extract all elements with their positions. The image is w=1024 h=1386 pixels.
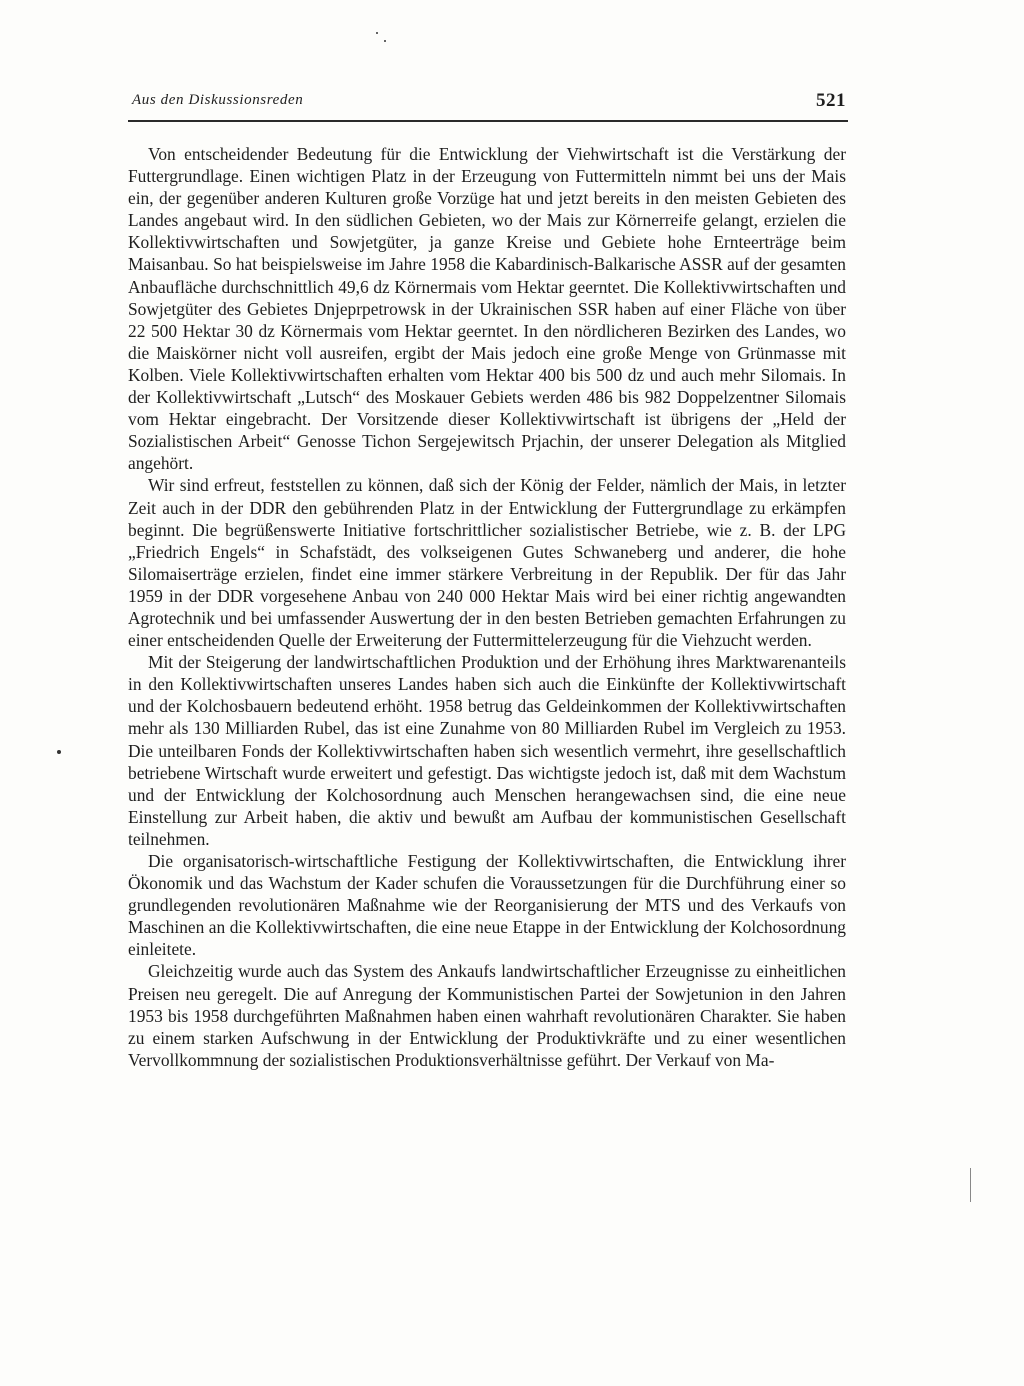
page-number: 521	[816, 90, 846, 111]
page-header	[128, 88, 848, 122]
scan-speck	[57, 750, 61, 754]
paragraph: Gleichzeitig wurde auch das System des Ankaufs landwirtschaftlicher Erzeugnisse zu einheitlichen Preisen neu geregelt. Die auf Anregung der Kommunistischen Partei der Sowjetunion in den Jahren 1953 bis 1958 durchgeführten Maßnahmen haben einen wahrhaft revolutionären Charakter. Sie haben zu einem starken Aufschwung in der Entwicklung der Produktivkräfte und zu einer wesentlichen Vervollkommnung der sozialistischen Produktionsverhältnisse geführt. Der Verkauf von Ma-	[128, 961, 846, 1070]
scan-speck	[384, 40, 386, 42]
scan-speck	[970, 1168, 971, 1202]
paragraph: Wir sind erfreut, feststellen zu können, daß sich der König der Felder, nämlich der Mais, in letzter Zeit auch in der DDR den gebührenden Platz in der Entwicklung der Futtergrundlage zu erkämpfen beginnt. Die begrüßenswerte Initiative fortschrittlicher sozialistischer Betriebe, wie z. B. der LPG „Friedrich Engels“ in Schafstädt, des volkseigenen Gutes Schwaneberg und anderer, die hohe Silomaiserträge erzielen, findet eine immer stärkere Verbreitung in der Republik. Der für das Jahr 1959 in der DDR vorgesehene Anbau von 240 000 Hektar Mais wird bei einer richtig angewandten Agrotechnik und bei umfassender Auswertung der in den besten Betrieben gemachten Erfahrungen zu einer entscheidenden Quelle der Erweiterung der Futtermittelerzeugung für die Viehzucht werden.	[128, 475, 846, 651]
body-text	[128, 143, 846, 1071]
paragraph: Mit der Steigerung der landwirtschaftlichen Produktion und der Erhöhung ihres Marktwarenanteils in den Kollektivwirtschaften unseres Landes haben sich auch die Einkünfte der Kollektivwirtschaft und der Kolchosbauern bedeutend erhöht. 1958 betrug das Geldeinkommen der Kollektivwirtschaften mehr als 130 Milliarden Rubel, das ist eine Zunahme von 80 Milliarden Rubel im Vergleich zu 1953. Die unteilbaren Fonds der Kollektivwirtschaften haben sich wesentlich vermehrt, ihre gesellschaftlich betriebene Wirtschaft wurde erweitert und gefestigt. Das wichtigste jedoch ist, daß mit dem Wachstum und der Entwicklung der Kolchosordnung auch Menschen herangewachsen sind, die eine neue Einstellung zur Arbeit haben, die aktiv und bewußt am Aufbau der kommunistischen Gesellschaft teilnehmen.	[128, 652, 846, 849]
running-title: Aus den Diskussionsreden	[132, 92, 304, 108]
paragraph: Die organisatorisch-wirtschaftliche Festigung der Kollektivwirtschaften, die Entwicklung ihrer Ökonomik und das Wachstum der Kader schufen die Voraussetzungen für die Durchführung einer so grundlegenden revolutionären Maßnahme wie der Reorganisierung der MTS und des Verkaufs von Maschinen an die Kollektivwirtschaften, die eine neue Etappe in der Entwicklung der Kolchosordnung einleitete.	[128, 851, 846, 960]
paragraph: Von entscheidender Bedeutung für die Entwicklung der Viehwirtschaft ist die Verstärkung der Futtergrundlage. Einen wichtigen Platz in der Erzeugung von Futtermitteln nimmt bei uns der Mais ein, der gegenüber anderen Kulturen große Vorzüge hat und jetzt bereits in den meisten Gebieten des Landes angebaut wird. In den südlichen Gebieten, wo der Mais zur Körnerreife gelangt, erzielen die Kollektivwirtschaften und Sowjetgüter, ja ganze Kreise und Gebiete hohe Ernteerträge beim Maisanbau. So hat beispielsweise im Jahre 1958 die Kabardinisch-Balkarische ASSR auf der gesamten Anbaufläche durchschnittlich 49,6 dz Körnermais vom Hektar geerntet. Die Kollektivwirtschaften und Sowjetgüter des Gebietes Dnjeprpetrowsk in der Ukrainischen SSR haben auf einer Fläche von über 22 500 Hektar 30 dz Körnermais vom Hektar geerntet. In den nördlicheren Bezirken des Landes, wo die Maiskörner nicht voll ausreifen, ergibt der Mais jedoch eine große Menge von Grünmasse mit Kolben. Viele Kollektivwirtschaften erhalten vom Hektar 400 bis 500 dz und auch mehr Silomais. In der Kollektivwirtschaft „Lutsch“ des Moskauer Gebiets werden 486 bis 982 Doppelzentner Silomais vom Hektar eingebracht. Der Vorsitzende dieser Kollektivwirtschaft ist übrigens der „Held der Sozialistischen Arbeit“ Genosse Tichon Sergejewitsch Prjachin, der unserer Delegation als Mitglied angehört.	[128, 144, 846, 474]
scan-speck	[376, 32, 378, 34]
